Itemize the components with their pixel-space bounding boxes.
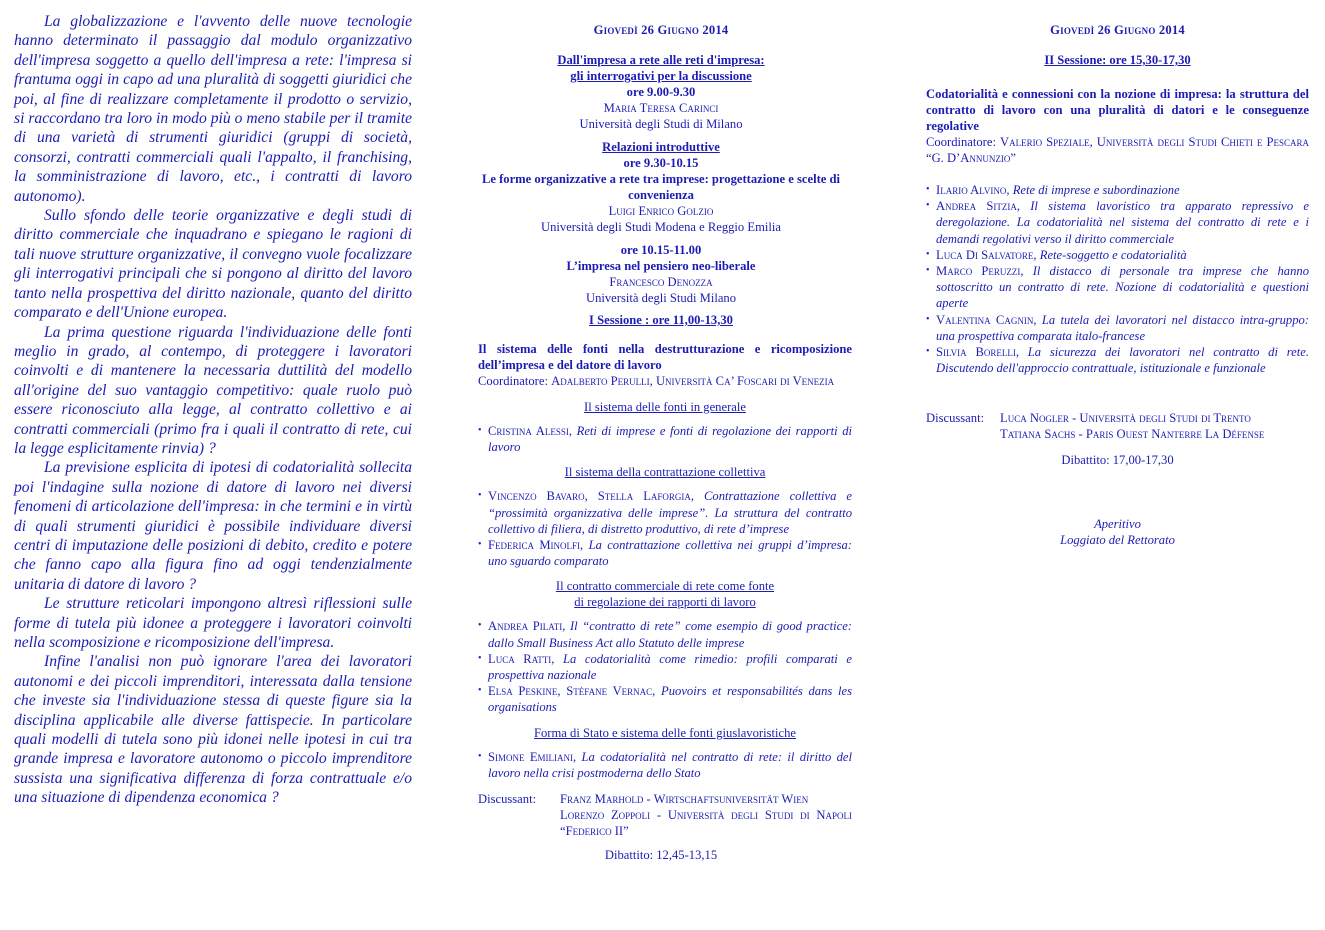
afternoon-debate: Dibattito: 17,00-17,30: [1061, 453, 1174, 468]
talk-title: La contrattazione collettiva nei gruppi d’impresa: uno sguardo comparato: [488, 538, 852, 569]
talk-speaker: Luca Di Salvatore,: [936, 247, 1037, 262]
introduction-essay: [14, 12, 412, 808]
discussant-name: Tatiana Sachs - Paris Ouest Nanterre La Défense: [1000, 427, 1265, 442]
talk-item: [478, 749, 852, 781]
coordinator-label: Coordinatore:: [478, 374, 548, 388]
talk-speaker: Andrea Pilati,: [488, 619, 566, 634]
session-2-coordinator: [926, 134, 1309, 166]
talk-title: Rete di imprese e subordinazione: [1012, 183, 1180, 197]
essay-paragraph: La globalizzazione e l'avvento delle nuove tecnologie hanno determinato il passaggio dal modulo organizzativo dell'impresa soggetto a quello dell'impresa a rete: l'impresa si frantuma oggi in capo ad una pluralità di soggetti giuridici che poi, al fine di realizzare completamente il prodotto o servizio, si raccordano tra loro in modo più o meno stabile per il tramite di una varietà di strumenti giuridici (gruppi di società, consorzi, contratti commerciali quali l'appalto, il franchising, la somministrazione di lavoro, etc., i contratti di lavoro autonomo).: [14, 13, 412, 205]
discussants-label: Discussant:: [926, 411, 985, 426]
relazione-1-title: Le forme organizzative a rete tra imprese: progettazione e scelte di convenienza: [481, 172, 841, 202]
morning-discussants: [470, 791, 852, 839]
session-2-talks: [926, 182, 1309, 376]
talk-speaker: Luca Ratti,: [488, 651, 555, 666]
topic-group: [478, 725, 852, 781]
essay-paragraph: Infine l'analisi non può ignorare l'area dei lavoratori autonomi e dei piccoli imprenditori, interessata dalla tensione che investe sia l'individuazione stessa di queste figure sia la disciplina applicabile alle diverse fattispecie. In particolare quali modelli di tutela sono più idonei nelle ipotesi in cui tra grande impresa e lavoratore autonomo o piccolo imprenditore sussista una significativa differenza di forza contrattuale e/o una situazione di dipendenza economica ?: [14, 653, 412, 807]
talk-title: Reti di imprese e fonti di regolazione dei rapporti di lavoro: [488, 424, 852, 455]
relazione-1-time: ore 9.30-10.15: [623, 156, 699, 170]
talk-speaker: Marco Peruzzi,: [936, 264, 1024, 279]
relazione-1-affiliation: Università degli Studi Modena e Reggio Emilia: [541, 220, 781, 234]
topic-heading: Il contratto commerciale di rete come fonte: [555, 579, 775, 594]
topic-group: [478, 578, 852, 715]
talk-list: [478, 618, 852, 715]
talk-list: [478, 749, 852, 781]
talk-item: [926, 247, 1309, 263]
discussant-name: Lorenzo Zoppoli - Università degli Studi di Napoli “Federico II”: [560, 808, 852, 839]
afternoon-programme: [926, 22, 1309, 548]
talk-speaker: Federica Minolfi,: [488, 538, 584, 553]
talk-item: [478, 683, 852, 715]
talk-title: Il sistema lavoristico tra apparato repressivo e deregolazione. La codatorialità nel sistema del contratto di rete e i demandi regolativi verso il diritto commerciale: [936, 199, 1310, 246]
talk-item: [478, 423, 852, 455]
session-1-groups: [470, 399, 852, 781]
talk-title: Contrattazione collettiva e “prossimità organizzativa delle imprese”. La struttura del contratto collettivo di filiera, di distretto produttivo, di rete d’imprese: [488, 489, 852, 536]
session-1-coordinator: [470, 373, 852, 389]
talk-item: [478, 537, 852, 569]
relazioni-label: Relazioni introduttive: [602, 140, 720, 154]
talk-list: [478, 488, 852, 569]
discussant-name: Luca Nogler - Università degli Studi di Trento: [1000, 411, 1251, 426]
morning-debate: Dibattito: 12,45-13,15: [604, 848, 718, 863]
talk-speaker: Andrea Sitzia,: [936, 199, 1020, 214]
relazione-2-affiliation: Università degli Studi Milano: [585, 291, 737, 305]
talk-title: Rete-soggetto e codatorialità: [1039, 247, 1187, 262]
morning-programme: [470, 22, 852, 863]
discussants-label: Discussant:: [478, 792, 537, 807]
topic-group: [478, 399, 852, 455]
talk-item: [926, 198, 1309, 247]
talk-speaker: Elsa Peskine, Stèfane Vernac,: [488, 684, 656, 699]
coordinator-name: Adalberto Perulli, Università Ca’ Foscari di Venezia: [551, 374, 835, 388]
relazione-2-title: L’impresa nel pensiero neo-liberale: [566, 259, 756, 273]
talk-item: [478, 618, 852, 650]
relazione-1-speaker: Luigi Enrico Golzio: [608, 204, 714, 218]
opening-affiliation: Università degli Studi di Milano: [579, 117, 743, 131]
coordinator-name: Valerio Speziale, Università degli Studi Chieti e Pescara “G. D’Annunzio”: [926, 135, 1309, 165]
talk-item: [926, 312, 1309, 344]
talk-speaker: Ilario Alvino,: [936, 183, 1010, 197]
talk-speaker: Valentina Cagnin,: [936, 312, 1037, 327]
talk-speaker: Silvia Borelli,: [936, 345, 1019, 360]
talk-title: La codatorialità come rimedio: profili comparati e prospettiva nazionale: [488, 651, 852, 683]
talk-title: Il distacco di personale tra imprese che hanno sottoscritto un contratto di rete. Nozione di codatorialità e questioni aperte: [936, 264, 1309, 311]
essay-paragraph: La previsione esplicita di ipotesi di codatorialità sollecita poi l'indagine sulla nozione di datore di lavoro nei diversi fenomeni di articolazione dell'impresa: in che termini e in virtù di quali strumenti giuridici è possibile individuare diversi centri di imputazione delle posizioni di debito, credito e potere che fanno capo alla figura fino ad oggi tendenzialmente unitaria di datore di lavoro ?: [14, 459, 412, 593]
talk-item: [926, 182, 1309, 198]
aperitivo-location: Loggiato del Rettorato: [1060, 533, 1175, 548]
essay-paragraph: La prima questione riguarda l'individuazione delle fonti meglio in grado, al contempo, di proteggere i lavoratori coinvolti e di mantenere la necessaria duttilità del modello all'origine del suo vantaggio competitivo: quale ruolo può essere riconosciuto alla legge, al contratto collettivo e ai contratti commerciali (primo fra i quali il contratto di rete, cui la legge esplicitamente rinvia) ?: [14, 323, 412, 457]
talk-item: [478, 488, 852, 537]
topic-heading: Il sistema delle fonti in generale: [584, 400, 746, 414]
topic-heading: Il sistema della contrattazione collettiva: [564, 465, 766, 480]
aperitivo-label: Aperitivo: [1094, 517, 1141, 532]
afternoon-date: Giovedì 26 Giugno 2014: [1050, 23, 1185, 37]
talk-speaker: Simone Emiliani,: [488, 749, 577, 764]
topic-heading: di regolazione dei rapporti di lavoro: [574, 595, 756, 610]
essay-paragraph: Sullo sfondo delle teorie organizzative e degli studi di diritto commerciale che inquadrano e spiegano le ragioni di tali nuove strutture organizzative, il convegno vuole focalizzare gli interrogativi principali che si pongono al diritto del lavoro tanto nella prospettiva del diritto nazionale, quanto del diritto comparato e dell'Unione europea.: [14, 207, 412, 322]
talk-title: La tutela dei lavoratori nel distacco intra-gruppo: una prospettiva comparata italo-francese: [936, 312, 1309, 343]
essay-paragraph: Le strutture reticolari impongono altresì riflessioni sulle forme di tutela più idonee a proteggere i lavoratori coinvolti nella scomposizione e ricomposizione dell'impresa.: [14, 595, 412, 651]
coordinator-label: Coordinatore:: [926, 135, 996, 149]
topic-group: [478, 464, 852, 569]
talk-item: [478, 651, 852, 683]
morning-date: Giovedì 26 Giugno 2014: [593, 23, 729, 37]
session-2-title: Codatorialità e connessioni con la nozione di impresa: la struttura del contratto di lavoro con una pluralità di datori e le conseguenze regolative: [926, 87, 1309, 133]
opening-title-line-1: Dall'impresa a rete alle reti d'impresa:: [557, 53, 765, 67]
talk-title: Puovoirs et responsabilités dans les organisations: [488, 684, 852, 715]
talk-speaker: Cristina Alessi,: [488, 424, 573, 438]
talk-item: [926, 263, 1309, 312]
talk-title: Il “contratto di rete” come esempio di good practice: dallo Small Business Act allo Statuto delle imprese: [488, 619, 852, 650]
opening-speaker: Maria Teresa Carinci: [603, 101, 719, 115]
talk-title: La sicurezza dei lavoratori nel contratto di rete. Discutendo dell'approccio contrattuale, istituzionale e funzionale: [936, 345, 1310, 376]
relazione-2-speaker: Francesco Denozza: [609, 275, 713, 289]
afternoon-discussants: [926, 410, 1309, 442]
topic-heading: Forma di Stato e sistema delle fonti giuslavoristiche: [534, 725, 796, 740]
opening-time: ore 9.00-9.30: [626, 85, 696, 99]
discussant-name: Franz Marhold - Wirtschaftsuniversität Wien: [560, 792, 809, 807]
opening-title-line-2: gli interrogativi per la discussione: [570, 69, 752, 83]
talk-speaker: Vincenzo Bavaro, Stella Laforgia,: [488, 489, 695, 504]
talk-title: La codatorialità nel contratto di rete: il diritto del lavoro nella crisi postmoderna dello Stato: [488, 749, 852, 780]
talk-item: [926, 344, 1309, 376]
relazione-2-time: ore 10.15-11.00: [620, 243, 702, 257]
session-1-label: I Sessione : ore 11,00-13,30: [589, 313, 733, 327]
talk-list: [478, 423, 852, 455]
session-2-label: II Sessione: ore 15,30-17,30: [1044, 53, 1191, 67]
session-1-title: Il sistema delle fonti nella destrutturazione e ricomposizione dell’impresa e del datore di lavoro: [478, 342, 852, 372]
